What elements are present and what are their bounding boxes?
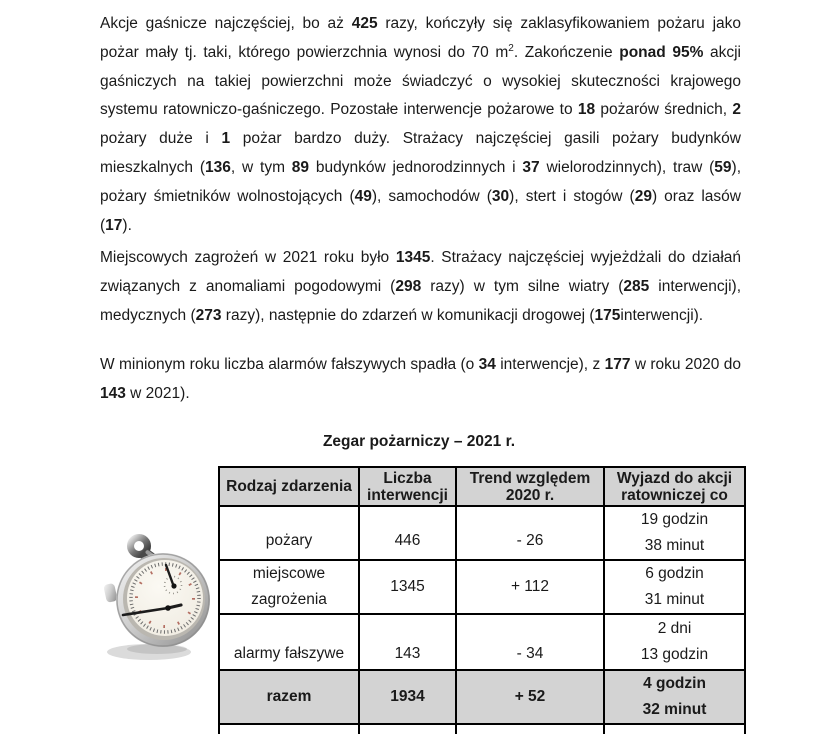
cell-trend: - 26 — [456, 506, 604, 560]
frequency-line: 31 minut — [644, 591, 705, 608]
cell-trend: - 34 — [456, 614, 604, 670]
text-segment: 177 — [604, 355, 631, 373]
text-segment: Akcje gaśnicze najczęściej, bo aż — [100, 15, 352, 32]
text-segment: 89 — [291, 158, 310, 176]
text-segment: 29 — [634, 187, 652, 205]
text-segment: 143 — [100, 384, 126, 402]
cell-trend: + 112 — [456, 560, 604, 614]
table-row — [219, 614, 745, 670]
table-row — [219, 670, 745, 724]
text-segment: 175 — [594, 306, 621, 324]
text-segment: 1 — [221, 130, 231, 148]
cell-intervention-count: 1345 — [359, 560, 456, 614]
text-segment: Miejscowych zagrożeń w 2021 roku było — [100, 249, 396, 267]
text-segment: razy) w tym silne wiatry ( — [421, 278, 624, 296]
text-segment: W minionym roku liczba alarmów fałszywych spadła (o — [100, 355, 479, 373]
cell-intervention-count: 446 — [359, 506, 456, 560]
text-segment: 2 — [732, 101, 741, 119]
text-segment: pożary duże i — [100, 130, 222, 148]
stub-cell — [359, 724, 456, 734]
text-segment: razy, kończyły się zaklasyfikowaniem pożaru jako pożar mały tj. taki, którego powierzchnia wynosi do 70 m — [100, 15, 741, 61]
fire-clock-table-head — [219, 467, 745, 506]
frequency-line: 38 minut — [644, 537, 705, 554]
paragraph-local-threats — [100, 244, 741, 330]
text-segment: 273 — [195, 306, 222, 324]
table-cutoff-row — [219, 724, 745, 734]
text-segment: 425 — [351, 15, 378, 32]
text-segment: 1345 — [395, 249, 431, 267]
stub-cell — [219, 724, 359, 734]
text-segment: . Zakończenie — [513, 43, 620, 61]
text-segment: ) oraz lasów ( — [100, 187, 741, 234]
fire-clock-table-body — [219, 506, 745, 734]
frequency-line: 6 godzin — [645, 565, 704, 582]
text-segment: interwencji), medycznych ( — [100, 278, 741, 324]
text-segment: interwencje), z — [495, 355, 605, 373]
cell-event-type: miejscowe zagrożenia — [219, 560, 359, 614]
frequency-line: 13 godzin — [640, 646, 709, 663]
text-segment: , w tym — [230, 158, 292, 176]
header-trend: Trend względem 2020 r. — [456, 467, 604, 506]
cell-frequency — [604, 614, 745, 670]
header-frequency: Wyjazd do akcji ratowniczej co — [604, 467, 745, 506]
frequency-line: 2 dni — [657, 620, 692, 637]
text-segment: 17 — [105, 216, 123, 234]
frequency-line: 32 minut — [642, 701, 707, 718]
text-segment: w roku 2020 do — [630, 355, 741, 373]
cell-frequency — [604, 560, 745, 614]
text-segment: budynków jednorodzinnych i — [309, 158, 523, 176]
cell-event-type: alarmy fałszywe — [219, 614, 359, 670]
cell-intervention-count: 143 — [359, 614, 456, 670]
cell-trend: + 52 — [456, 670, 604, 724]
text-segment: ), samochodów ( — [371, 187, 492, 205]
text-segment: ), pożary śmietników wolnostojących ( — [100, 158, 742, 205]
text-segment: 136 — [205, 158, 231, 176]
table-row — [219, 560, 745, 614]
cell-event-type: razem — [219, 670, 359, 724]
text-segment: ). — [122, 216, 132, 234]
stub-cell — [456, 724, 604, 734]
text-segment: w 2021). — [125, 384, 190, 402]
stopwatch-icon — [97, 530, 219, 662]
table-row — [219, 506, 745, 560]
text-segment: 285 — [623, 278, 650, 296]
body-text — [100, 10, 741, 408]
paragraph-false-alarms — [100, 351, 741, 409]
text-segment: 37 — [522, 158, 540, 176]
text-segment: 18 — [577, 101, 596, 119]
stub-cell — [604, 724, 745, 734]
text-segment: pożarów średnich, — [595, 101, 733, 119]
text-segment: . Strażacy najczęściej wyjeżdżali do działań związanych z anomaliami pogodowymi ( — [100, 249, 742, 296]
text-segment: 49 — [354, 187, 372, 205]
frequency-line: 19 godzin — [640, 511, 709, 528]
cell-event-type: pożary — [219, 506, 359, 560]
table-header-row — [219, 467, 745, 506]
table-title: Zegar pożarniczy – 2021 r. — [322, 433, 516, 450]
text-segment: 30 — [491, 187, 510, 205]
cell-intervention-count: 1934 — [359, 670, 456, 724]
text-segment: wielorodzinnych), traw ( — [539, 158, 715, 176]
text-segment: ponad 95% — [619, 43, 704, 61]
text-segment: interwencji). — [620, 306, 704, 324]
text-segment: akcji gaśniczych na takiej powierzchni może świadczyć o wysokiej skuteczności krajowego systemu ratowniczo-gaśniczego. Pozostałe interwencje pożarowe to — [100, 43, 741, 119]
header-event-type: Rodzaj zdarzenia — [219, 467, 359, 506]
frequency-line: 4 godzin — [643, 675, 706, 692]
fire-clock-table — [218, 466, 746, 734]
text-segment: 2 — [508, 42, 514, 54]
text-segment: 34 — [478, 355, 496, 373]
text-segment: 298 — [395, 278, 422, 296]
cell-frequency — [604, 670, 745, 724]
text-segment: 59 — [714, 158, 732, 176]
header-intervention-count: Liczba interwencji — [359, 467, 456, 506]
cell-frequency — [604, 506, 745, 560]
text-segment: razy), następnie do zdarzeń w komunikacji drogowej ( — [221, 306, 595, 324]
paragraph-fire-actions — [100, 10, 741, 240]
text-segment: ), stert i stogów ( — [509, 187, 635, 205]
text-segment: pożar bardzo duży. Strażacy najczęściej gasili pożary budynków mieszkalnych ( — [100, 130, 741, 176]
